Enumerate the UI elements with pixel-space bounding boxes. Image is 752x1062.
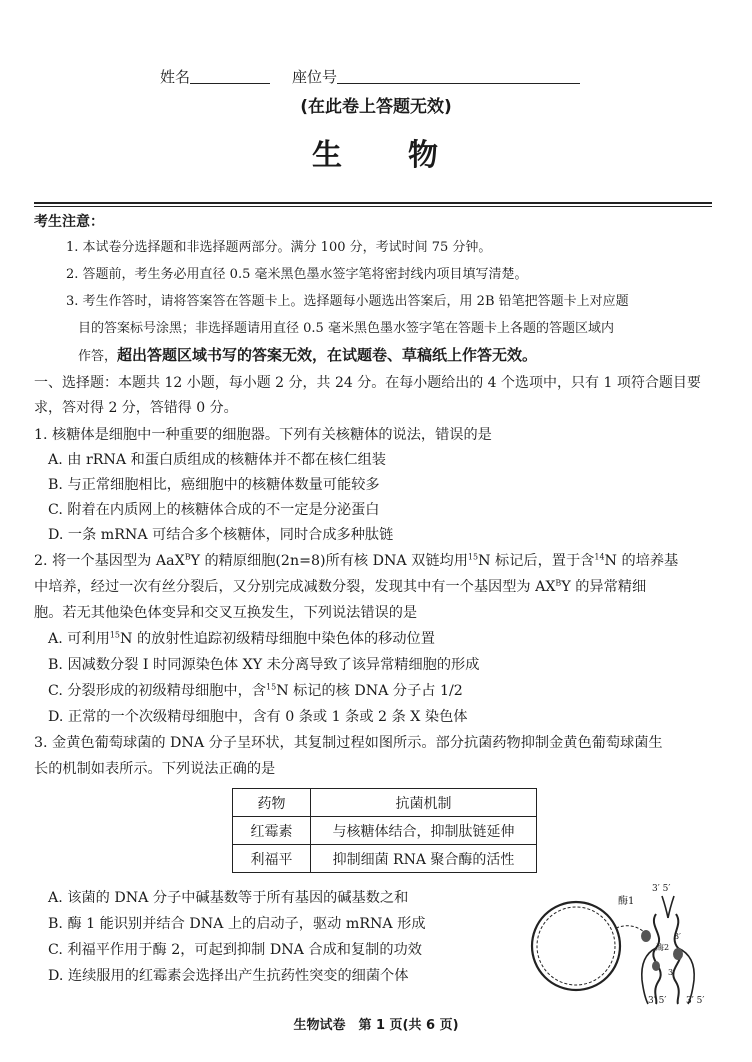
instruction-2: 2. 答题前，考生务必用直径 0.5 毫米黑色墨水签字笔将密封线内项目填写清楚。 xyxy=(66,267,528,282)
seat-blank[interactable] xyxy=(337,69,580,84)
instruction-3: 3. 考生作答时，请将答案答在答题卡上。选择题每小题选出答案后，用 2B 铅笔把答题卡上对应题 xyxy=(66,294,629,309)
q1-stem: 1. 核糖体是细胞中一种重要的细胞器。下列有关核糖体的说法，错误的是 xyxy=(34,427,492,443)
figure-label-mid: 3′ xyxy=(674,932,681,941)
table-cell-mechanism: 抑制细菌 RNA 聚合酶的活性 xyxy=(311,845,537,873)
seat-label: 座位号 xyxy=(292,68,338,86)
q3-option-d: D. 连续服用的红霉素会选择出产生抗药性突变的细菌个体 xyxy=(48,968,409,984)
q1-option-d: D. 一条 mRNA 可结合多个核糖体，同时合成多种肽链 xyxy=(48,527,394,543)
q2-option-b: B. 因减数分裂 Ⅰ 时同源染色体 XY 未分离导致了该异常精细胞的形成 xyxy=(48,657,480,673)
instructions-title: 考生注意： xyxy=(34,214,104,230)
q1-option-c: C. 附着在内质网上的核糖体合成的不一定是分泌蛋白 xyxy=(48,502,380,518)
instruction-3-tail: 作答， xyxy=(78,349,118,364)
instruction-emphasis: 超出答题区域书写的答案无效，在试题卷、草稿纸上作答无效。 xyxy=(117,346,538,364)
table-cell-drug: 利福平 xyxy=(233,845,311,873)
q2-stem-3: 胞。若无其他染色体变异和交叉互换发生，下列说法错误的是 xyxy=(34,605,418,621)
table-cell-mechanism: 与核糖体结合，抑制肽链延伸 xyxy=(311,817,537,845)
figure-label-enzyme1: 酶1 xyxy=(618,896,635,907)
table-row xyxy=(233,817,537,845)
q2-stem-2: 中培养，经过一次有丝分裂后，又分别完成减数分裂，发现其中有一个基因型为 $AX^BY$ 的异常精细 xyxy=(34,578,647,595)
instruction-1: 1. 本试卷分选择题和非选择题两部分。满分 100 分，考试时间 75 分钟。 xyxy=(66,240,492,255)
section-heading-2: 求，答对得 2 分，答错得 0 分。 xyxy=(34,400,238,416)
q1-option-b: B. 与正常细胞相比，癌细胞中的核糖体数量可能较多 xyxy=(48,477,380,493)
q2-option-d: D. 正常的一个次级精母细胞中，含有 0 条或 1 条或 2 条 X 染色体 xyxy=(48,709,468,725)
header-rule-thick xyxy=(34,202,712,204)
q3-option-a: A. 该菌的 DNA 分子中碱基数等于所有基因的碱基数之和 xyxy=(48,890,409,906)
seat-field xyxy=(292,66,580,87)
name-label: 姓名 xyxy=(160,68,191,86)
drug-mechanism-table xyxy=(232,788,537,873)
q2-option-c: C. 分裂形成的初级精母细胞中，含$^{15}$N 标记的核 DNA 分子占 1/2 xyxy=(48,682,463,699)
figure-label-enzyme2: 酶2 xyxy=(656,943,670,952)
name-blank[interactable] xyxy=(190,69,270,84)
q3-option-c: C. 利福平作用于酶 2，可起到抑制 DNA 合成和复制的功效 xyxy=(48,942,422,958)
figure-label-bottom-left: 3′ 5′ xyxy=(648,996,667,1006)
table-header-row xyxy=(233,789,537,817)
notice-text: (在此卷上答题无效) xyxy=(300,97,452,117)
q1-option-a: A. 由 rRNA 和蛋白质组成的核糖体并不都在核仁组装 xyxy=(48,452,386,468)
q2-stem-1: 2. 将一个基因型为 AaX$^B$Y 的精原细胞(2n=8)所有核 DNA 双链均用$^{15}$N 标记后，置于含$^{14}$N 的培养基 xyxy=(34,552,679,569)
q3-stem-1: 3. 金黄色葡萄球菌的 DNA 分子呈环状，其复制过程如图所示。部分抗菌药物抑制金黄色葡萄球菌生 xyxy=(34,735,663,751)
header-rule-thin xyxy=(34,206,712,207)
table-cell-drug: 红霉素 xyxy=(233,817,311,845)
page-footer: 生物试卷 第 1 页(共 6 页) xyxy=(293,1018,459,1033)
figure-label-lower: 3′ xyxy=(668,968,675,977)
table-header-drug: 药物 xyxy=(233,789,311,817)
instruction-3-cont: 目的答案标号涂黑；非选择题请用直径 0.5 毫米黑色墨水签字笔在答题卡上各题的答题区域内 xyxy=(78,321,614,336)
figure-label-top: 3′ 5′ xyxy=(652,884,671,894)
table-row xyxy=(233,845,537,873)
figure-label-bottom-right: 3′ 5′ xyxy=(686,996,705,1006)
q3-option-b: B. 酶 1 能识别并结合 DNA 上的启动子，驱动 mRNA 形成 xyxy=(48,916,426,932)
dna-replication-figure xyxy=(528,884,718,1010)
instruction-3-end xyxy=(78,346,537,366)
q2-option-a: A. 可利用$^{15}$N 的放射性追踪初级精母细胞中染色体的移动位置 xyxy=(48,630,435,647)
subject-title: 生 物 xyxy=(312,138,440,173)
table-header-mechanism: 抗菌机制 xyxy=(311,789,537,817)
section-heading-1: 一、选择题：本题共 12 小题，每小题 2 分，共 24 分。在每小题给出的 4 个选项中，只有 1 项符合题目要 xyxy=(34,375,701,391)
q3-stem-2: 长的机制如表所示。下列说法正确的是 xyxy=(34,761,276,777)
name-field xyxy=(160,66,270,87)
